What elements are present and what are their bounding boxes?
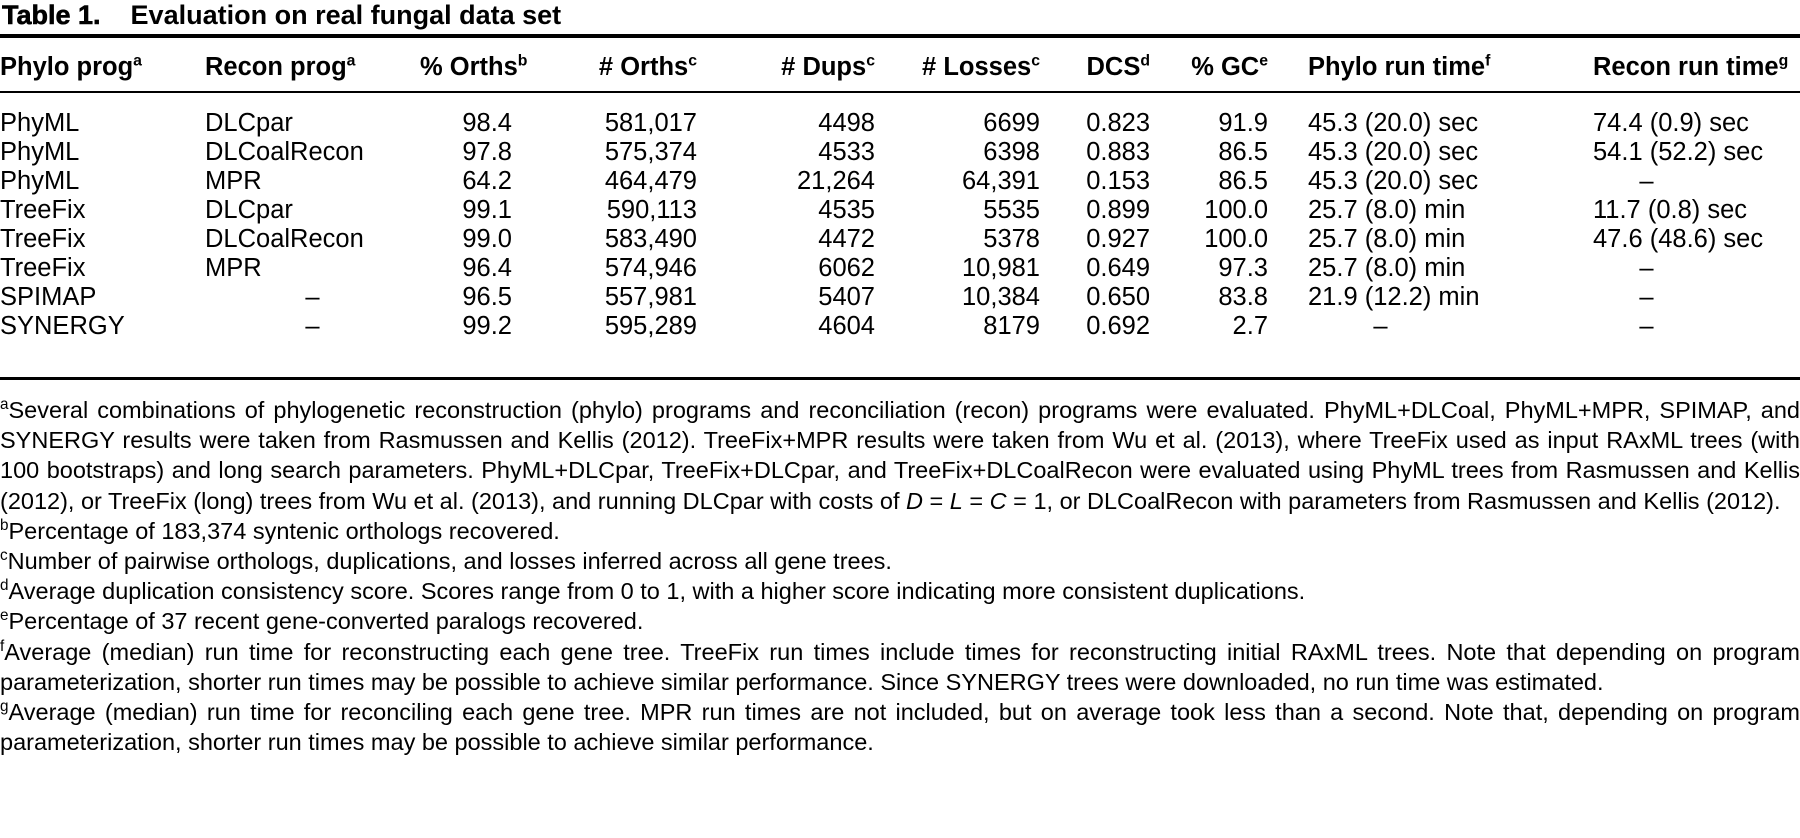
column-label: # Losses xyxy=(922,53,1032,81)
column-label: # Orths xyxy=(598,53,689,81)
table-body xyxy=(0,92,1800,379)
cell-dups: 21,264 xyxy=(797,167,875,195)
table-row xyxy=(0,312,1800,379)
column-label: Phylo prog xyxy=(0,53,134,81)
table-row xyxy=(0,167,1800,196)
footnote-text: = 1, or DLCoalRecon with parameters from Rasmussen and Kellis (2012). xyxy=(1006,487,1781,514)
footnote-text: Average duplication consistency score. Scores range from 0 to 1, with a higher score indicating more consistent duplications. xyxy=(8,578,1306,605)
cell-phylo-prog: SYNERGY xyxy=(0,312,125,340)
cell-orths: 99.2 xyxy=(462,312,512,340)
cell-recon-prog: MPR xyxy=(205,254,262,282)
cell-orths: 96.5 xyxy=(462,283,512,311)
cell-dcs: 0.927 xyxy=(1086,225,1150,253)
footnote-text: Several combinations of phylogenetic reconstruction (phylo) programs and reconciliation (recon) programs were evaluated. PhyML+DLCoal, PhyML+MPR, SPIMAP, and SYNERGY results were taken from Rasmussen and Kellis (2012). TreeFix+MPR results were taken from Wu et al. (2013), where TreeFix used as input RAxML trees (with 100 bootstraps) and long search parameters. PhyML+DLCpar, TreeFix+DLCpar, and TreeFix+DLCoalRecon were evaluated using PhyML trees from Rasmussen and Kellis (2012), or TreeFix (long) trees from Wu et al. (2013), and running DLCpar with costs of xyxy=(0,397,1800,514)
cell-orths: 590,113 xyxy=(606,196,697,224)
cell-phylo-run-time: 25.7 (8.0) min xyxy=(1308,225,1466,253)
cell-dcs: 0.153 xyxy=(1086,167,1150,195)
cell-losses: 6699 xyxy=(983,109,1040,137)
cell-gc: 100.0 xyxy=(1204,196,1268,224)
cell-gc: 100.0 xyxy=(1204,225,1268,253)
footnote-marker-f: f xyxy=(0,637,5,655)
column-header-phylo-prog xyxy=(0,38,205,92)
cell-gc: 86.5 xyxy=(1218,167,1268,195)
footnote-c xyxy=(0,546,1800,576)
cell-phylo-run-time: 45.3 (20.0) sec xyxy=(1308,109,1479,137)
column-header-losses xyxy=(875,38,1040,92)
cell-phylo-run-time: – xyxy=(1373,312,1388,340)
table-row xyxy=(0,92,1800,138)
cell-dups: 5407 xyxy=(818,283,875,311)
cell-dups: 4535 xyxy=(818,196,875,224)
footnote-ref-d: d xyxy=(1140,52,1150,70)
footnote-marker-c: c xyxy=(0,547,8,565)
cell-recon-prog: DLCoalRecon xyxy=(205,225,364,253)
cell-phylo-prog: SPIMAP xyxy=(0,283,97,311)
cell-orths: 575,374 xyxy=(604,138,697,166)
cell-orths: 464,479 xyxy=(604,167,697,195)
column-header-phylo-run-time xyxy=(1268,38,1493,92)
column-header-recon-prog xyxy=(205,38,420,92)
table-row xyxy=(0,225,1800,254)
cell-phylo-prog: PhyML xyxy=(0,167,80,195)
cell-recon-run-time: – xyxy=(1639,283,1654,311)
footnote-marker-d: d xyxy=(0,577,9,595)
footnote-text: = xyxy=(962,487,990,514)
cell-dups: 4604 xyxy=(818,312,875,340)
cell-losses: 5378 xyxy=(983,225,1040,253)
cell-losses: 10,981 xyxy=(962,254,1040,282)
cell-orths: 64.2 xyxy=(462,167,512,195)
cell-gc: 83.8 xyxy=(1218,283,1268,311)
footnote-ref-c: c xyxy=(688,52,697,70)
table-title xyxy=(0,0,1800,38)
cell-orths: 99.0 xyxy=(462,225,512,253)
cell-orths: 557,981 xyxy=(604,283,697,311)
cell-orths: 574,946 xyxy=(604,254,697,282)
column-label: % Orths xyxy=(420,53,518,81)
cell-recon-run-time: 47.6 (48.6) sec xyxy=(1593,225,1764,253)
cell-dcs: 0.899 xyxy=(1086,196,1150,224)
column-header-orths xyxy=(512,38,697,92)
cell-gc: 91.9 xyxy=(1218,109,1268,137)
cell-dups: 4533 xyxy=(818,138,875,166)
header-row xyxy=(0,38,1800,92)
cell-losses: 64,391 xyxy=(962,167,1040,195)
footnote-ref-f: f xyxy=(1485,52,1491,70)
table-row xyxy=(0,196,1800,225)
cell-recon-run-time: – xyxy=(1639,167,1654,195)
footnote-text: Percentage of 37 recent gene-converted paralogs recovered. xyxy=(8,608,644,635)
cell-gc: 86.5 xyxy=(1218,138,1268,166)
cell-phylo-prog: TreeFix xyxy=(0,196,86,224)
footnote-text: Average (median) run time for reconciling each gene tree. MPR run times are not included, but on average took less than a second. Note that, depending on program parameterization, shorter run times may be possible to achieve similar performance. xyxy=(0,699,1800,756)
cell-recon-prog: – xyxy=(305,283,320,311)
cell-recon-run-time: 11.7 (0.8) sec xyxy=(1593,196,1748,224)
results-table xyxy=(0,38,1800,380)
cell-dcs: 0.650 xyxy=(1086,283,1150,311)
footnote-f xyxy=(0,637,1800,697)
table-header xyxy=(0,38,1800,92)
footnote-ref-e: e xyxy=(1259,52,1268,70)
footnote-ref-g: g xyxy=(1778,52,1789,70)
table-row xyxy=(0,283,1800,312)
cell-phylo-prog: TreeFix xyxy=(0,225,86,253)
column-label: # Dups xyxy=(781,53,867,81)
cell-gc: 97.3 xyxy=(1218,254,1268,282)
footnote-ref-b: b xyxy=(517,52,528,70)
cell-losses: 10,384 xyxy=(962,283,1040,311)
cell-phylo-run-time: 21.9 (12.2) min xyxy=(1308,283,1480,311)
footnotes xyxy=(0,380,1800,757)
cell-orths: 99.1 xyxy=(462,196,512,224)
footnote-marker-e: e xyxy=(0,607,9,625)
cell-phylo-run-time: 25.7 (8.0) min xyxy=(1308,196,1466,224)
column-header-gc xyxy=(1150,38,1268,92)
cell-recon-prog: DLCpar xyxy=(205,109,293,137)
cell-losses: 8179 xyxy=(983,312,1040,340)
footnote-d xyxy=(0,576,1800,606)
cell-recon-prog: DLCpar xyxy=(205,196,293,224)
cell-losses: 6398 xyxy=(983,138,1040,166)
cell-orths: 581,017 xyxy=(604,109,697,137)
footnote-text: Average (median) run time for reconstructing each gene tree. TreeFix run times include times for reconstructing initial RAxML trees. Note that depending on program parameterization, shorter run times may be possible to achieve similar performance. Since SYNERGY trees were downloaded, no run time was estimated. xyxy=(0,638,1800,695)
column-label: Recon prog xyxy=(205,53,347,81)
cell-phylo-run-time: 25.7 (8.0) min xyxy=(1308,254,1466,282)
cell-dcs: 0.692 xyxy=(1086,312,1150,340)
cell-dcs: 0.883 xyxy=(1086,138,1150,166)
cell-orths: 98.4 xyxy=(462,109,512,137)
cell-dcs: 0.823 xyxy=(1086,109,1150,137)
cell-dups: 6062 xyxy=(818,254,875,282)
cell-recon-prog: – xyxy=(305,312,320,340)
footnote-a xyxy=(0,395,1800,516)
table-row xyxy=(0,254,1800,283)
footnote-text: Percentage of 183,374 syntenic orthologs recovered. xyxy=(8,517,560,544)
column-label: DCS xyxy=(1086,53,1141,81)
cell-phylo-prog: PhyML xyxy=(0,138,80,166)
footnote-e xyxy=(0,606,1800,636)
cell-phylo-prog: PhyML xyxy=(0,109,80,137)
cell-gc: 2.7 xyxy=(1232,312,1268,340)
column-header-dcs xyxy=(1040,38,1150,92)
math-variable: L xyxy=(949,487,963,514)
column-label: Recon run time xyxy=(1593,53,1779,81)
column-label: Phylo run time xyxy=(1308,53,1486,81)
math-variable: D xyxy=(906,487,923,514)
table-row xyxy=(0,138,1800,167)
cell-orths: 595,289 xyxy=(604,312,697,340)
cell-recon-prog: DLCoalRecon xyxy=(205,138,364,166)
cell-dcs: 0.649 xyxy=(1086,254,1150,282)
footnote-text: Number of pairwise orthologs, duplications, and losses inferred across all gene trees. xyxy=(7,548,892,575)
cell-orths: 583,490 xyxy=(604,225,697,253)
footnote-marker-b: b xyxy=(0,516,9,534)
table-caption: Evaluation on real fungal data set xyxy=(130,0,562,30)
cell-orths: 96.4 xyxy=(462,254,512,282)
footnote-ref-c: c xyxy=(1031,52,1040,70)
cell-dups: 4472 xyxy=(818,225,875,253)
cell-phylo-run-time: 45.3 (20.0) sec xyxy=(1308,138,1479,166)
cell-recon-prog: MPR xyxy=(205,167,262,195)
math-variable: C xyxy=(989,487,1007,514)
cell-recon-run-time: 74.4 (0.9) sec xyxy=(1593,109,1749,137)
footnote-ref-a: a xyxy=(346,52,356,70)
cell-phylo-run-time: 45.3 (20.0) sec xyxy=(1308,167,1479,195)
cell-recon-run-time: 54.1 (52.2) sec xyxy=(1593,138,1764,166)
footnote-marker-g: g xyxy=(0,698,9,716)
table-number: Table 1. xyxy=(2,0,101,30)
footnote-ref-a: a xyxy=(133,52,142,70)
cell-recon-run-time: – xyxy=(1639,312,1654,340)
cell-losses: 5535 xyxy=(983,196,1040,224)
footnote-marker-a: a xyxy=(0,396,9,414)
cell-orths: 97.8 xyxy=(462,138,512,166)
cell-dups: 4498 xyxy=(818,109,875,137)
column-header-recon-run-time xyxy=(1493,38,1800,92)
cell-phylo-prog: TreeFix xyxy=(0,254,86,282)
footnote-ref-c: c xyxy=(866,52,875,70)
column-label: % GC xyxy=(1191,53,1260,81)
column-header-dups xyxy=(697,38,875,92)
column-header-orths xyxy=(420,38,528,92)
cell-recon-run-time: – xyxy=(1639,254,1654,282)
footnote-g xyxy=(0,697,1800,757)
footnote-text: = xyxy=(923,487,950,514)
footnote-b xyxy=(0,516,1800,546)
